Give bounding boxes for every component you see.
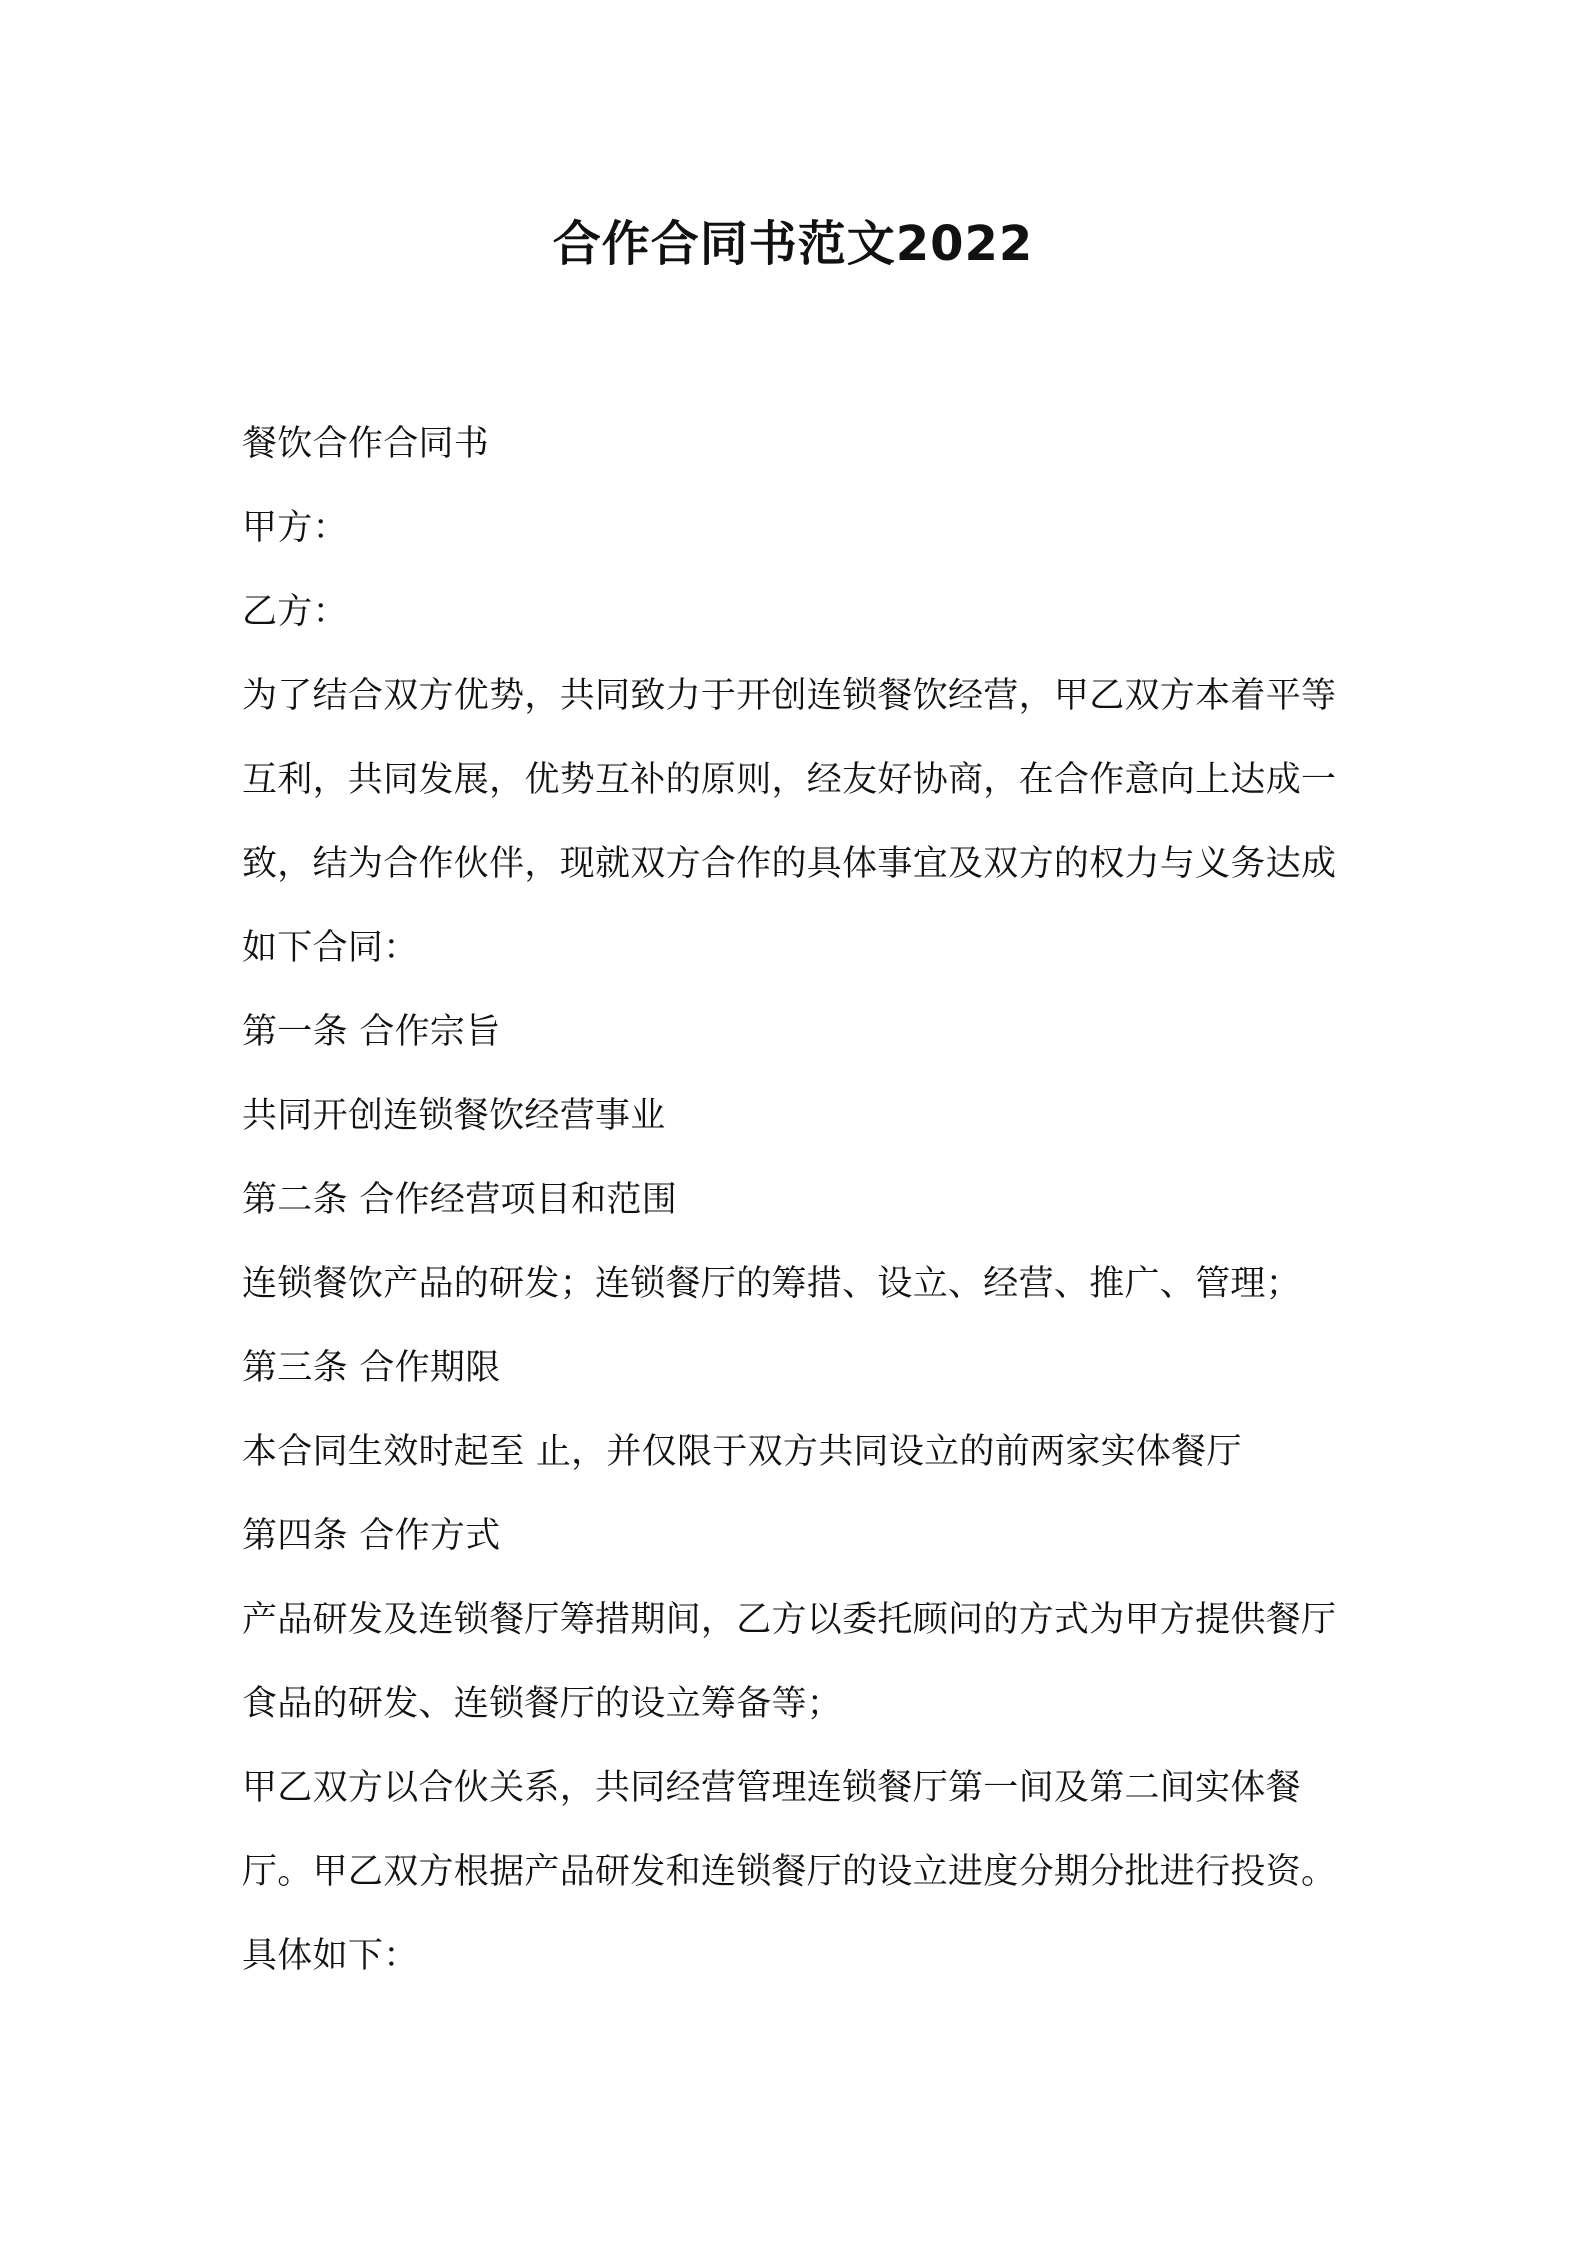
article-2-body: 连锁餐饮产品的研发；连锁餐厅的筹措、设立、经营、推广、管理； <box>242 1264 1302 1304</box>
party-b-label: 乙方： <box>242 592 348 632</box>
article-1-title: 第一条 合作宗旨 <box>242 1012 501 1052</box>
article-3-title: 第三条 合作期限 <box>242 1348 501 1388</box>
article-4-paragraph-3: 具体如下： <box>242 1936 419 1976</box>
article-4-paragraph-1: 产品研发及连锁餐厅筹措期间，乙方以委托顾问的方式为甲方提供餐厅食品的研发、连锁餐厅的设立筹备等； <box>242 1600 1337 1724</box>
article-3-body: 本合同生效时起至 止，并仅限于双方共同设立的前两家实体餐厅 <box>242 1432 1242 1472</box>
contract-heading: 餐饮合作合同书 <box>242 424 490 464</box>
party-a-label: 甲方： <box>242 508 348 548</box>
intro-paragraph: 为了结合双方优势，共同致力于开创连锁餐饮经营，甲乙双方本着平等互利，共同发展，优势互补的原则，经友好协商，在合作意向上达成一致，结为合作伙伴，现就双方合作的具体事宜及双方的权力与义务达成如下合同： <box>242 676 1337 968</box>
article-4-paragraph-2: 甲乙双方以合伙关系，共同经营管理连锁餐厅第一间及第二间实体餐厅。甲乙双方根据产品研发和连锁餐厅的设立进度分期分批进行投资。 <box>242 1768 1337 1892</box>
document-title: 合作合同书范文2022 <box>552 216 1034 272</box>
article-1-body: 共同开创连锁餐饮经营事业 <box>242 1096 666 1136</box>
article-4-title: 第四条 合作方式 <box>242 1516 501 1556</box>
article-2-title: 第二条 合作经营项目和范围 <box>242 1180 678 1220</box>
document-body <box>242 402 1362 1998</box>
